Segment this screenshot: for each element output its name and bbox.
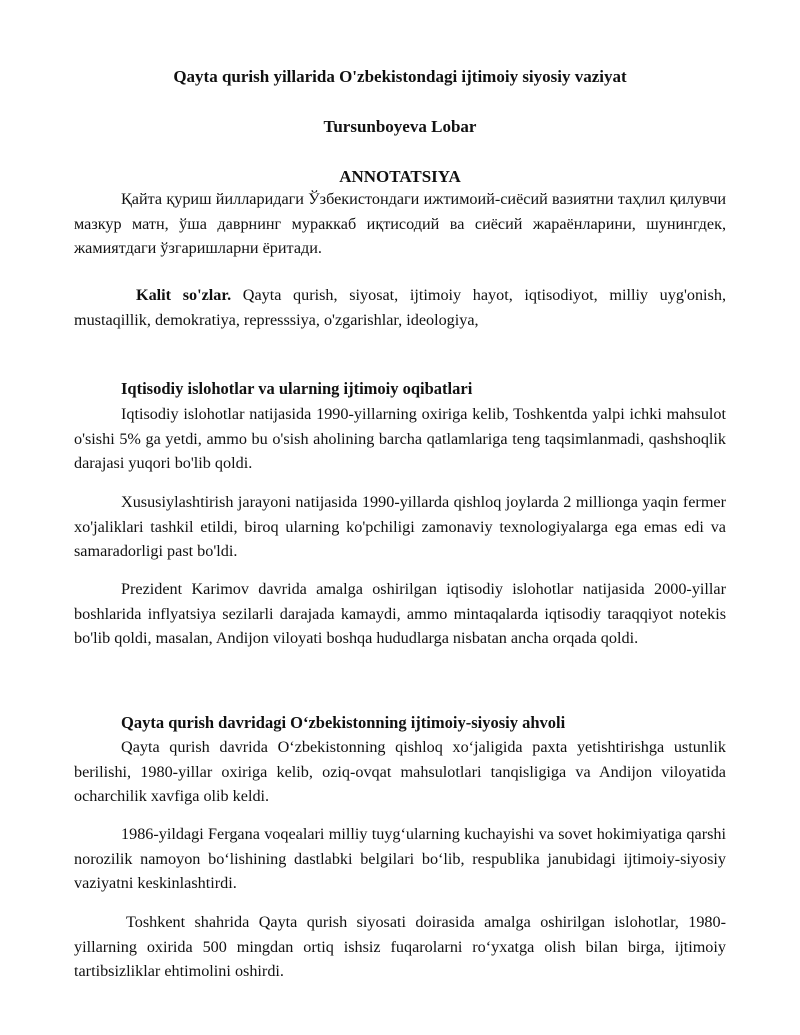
section1-paragraph-3: Prezident Karimov davrida amalga oshirilgan iqtisodiy islohotlar natijasida 2000-yillar boshlarida inflyatsiya sezilarli darajada kamaydi, ammo mintaqalarda iqtisodiy taraqqiyot notekis bo'lib qoldi, masalan, Andijon viloyati boshqa hududlarga nisbatan ancha orqada qoldi. [74, 580, 726, 647]
keywords-paragraph [74, 283, 726, 332]
document-title: Qayta qurish yillarida O'zbekistondagi ijtimoiy siyosiy vaziyat [173, 67, 627, 86]
section1-paragraph-2: Xususiylashtirish jarayoni natijasida 1990-yillarda qishloq joylarda 2 millionga yaqin fermer xo'jaliklari tashkil etildi, biroq ularning ko'pchiligi zamonaviy texnologiyalarga ega emas edi va samaradorligi past bo'ldi. [74, 493, 726, 560]
section-heading-perestroika-situation: Qayta qurish davridagi O‘zbekistonning ijtimoiy-siyosiy ahvoli [121, 713, 566, 732]
annotation-paragraph: Қайта қуриш йилларидаги Ўзбекистондаги ижтимоий-сиёсий вазиятни таҳлил қилувчи мазкур матн, ўша даврнинг мураккаб иқтисодий ва сиёсий жараёнларини, шунингдек, жамиятдаги ўзгаришларни ёритади. [74, 190, 726, 257]
section-heading-economic-reforms: Iqtisodiy islohotlar va ularning ijtimoiy oqibatlari [121, 379, 473, 398]
section1-paragraph-1: Iqtisodiy islohotlar natijasida 1990-yillarning oxiriga kelib, Toshkentda yalpi ichki mahsulot o'sishi 5% ga yetdi, ammo bu o'sish aholining barcha qatlamlariga teng taqsimlanmadi, qashshoqlik darajasi yuqori bo'lib qoldi. [74, 405, 726, 472]
keywords-label: Kalit so'zlar. [136, 286, 232, 304]
section2-paragraph-3: Toshkent shahrida Qayta qurish siyosati doirasida amalga oshirilgan islohotlar, 1980-yillarning oxirida 500 mingdan ortiq ishsiz fuqarolarni ro‘yxatga olish bilan birga, ijtimoiy tartibsizliklar ehtimolini oshirdi. [74, 913, 726, 980]
keywords-text: Qayta qurish, siyosat, ijtimoiy hayot, iqtisodiyot, milliy uyg'onish, mustaqillik, demokratiya, represssiya, o'zgarishlar, ideologiya, [74, 286, 726, 329]
section2-paragraph-2: 1986-yildagi Fergana voqealari milliy tuyg‘ularning kuchayishi va sovet hokimiyatiga qarshi norozilik namoyon bo‘lishining dastlabki belgilari bo‘lib, respublika janubidagi ijtimoiy-siyosiy vaziyatni keskinlashtirdi. [74, 825, 726, 892]
annotation-heading: ANNOTATSIYA [339, 167, 461, 186]
author-name: Tursunboyeva Lobar [323, 117, 477, 136]
section2-paragraph-1: Qayta qurish davrida O‘zbekistonning qishloq xo‘jaligida paxta yetishtirishga ustunlik berilishi, 1980-yillar oxiriga kelib, oziq-ovqat mahsulotlari tanqisligiga va Andijon viloyatida ocharchilik xavfiga olib keldi. [74, 738, 726, 805]
